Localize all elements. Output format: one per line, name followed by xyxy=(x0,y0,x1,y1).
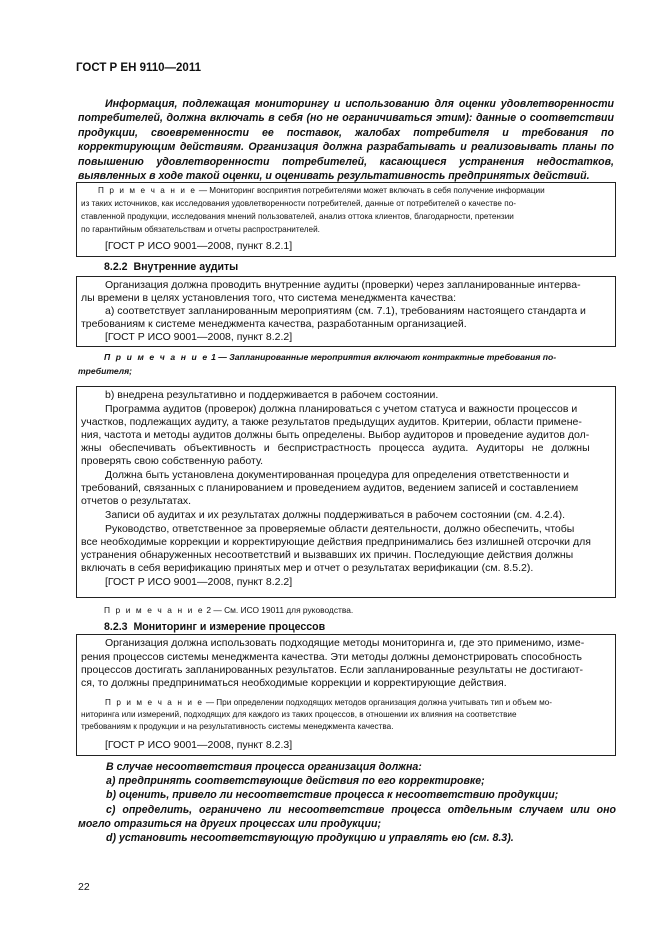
box-line: участков, подлежащих аудиту, а также результатов предыдущих аудитов. Критерии, области примене- xyxy=(81,416,582,428)
box-line: отчетов о результатах. xyxy=(81,495,192,507)
italic-note-1 xyxy=(104,352,556,362)
note-line: из таких источников, как исследования удовлетворенности потребителей, данные от потребителей о качестве по- xyxy=(81,199,516,208)
box-line: включать в себя верификацию принятых мер и отчет о результатах верификации (см. 8.5.2). xyxy=(81,562,534,574)
note-line: по гарантийным обязательствам и отчеты распространителей. xyxy=(81,225,320,234)
note-text: 2 — См. ИСО 19011 для руководства. xyxy=(204,605,354,615)
note-2 xyxy=(104,604,353,616)
box-line: Руководство, ответственное за проверяемые области деятельности, должно обеспечить, чтобы xyxy=(105,523,575,535)
italic-note-1-cont: требителя; xyxy=(78,366,133,376)
note-label: П р и м е ч а н и е xyxy=(104,352,209,362)
box-line: Программа аудитов (проверок) должна планироваться с учетом статуса и важности процессов и xyxy=(105,403,578,415)
section-number: 8.2.3 xyxy=(104,621,128,633)
list-item: c) определить, ограничено ли несоответствие процесса отдельным случаем или оно xyxy=(106,803,616,816)
box-line: требованиям к системе менеджмента качества, разработанным организацией. xyxy=(81,318,467,330)
quote-box-8-2-2-cont xyxy=(76,386,616,598)
note-line: требованиям к продукции и на результативность системы менеджмента качества. xyxy=(81,722,394,731)
box-line: лы времени в целях установления того, что система менеджмента качества: xyxy=(81,292,457,304)
box-line: Организация должна проводить внутренние аудиты (проверки) через запланированные интерва- xyxy=(105,279,581,291)
note-label: П р и м е ч а н и е xyxy=(98,186,197,195)
section-number: 8.2.2 xyxy=(104,261,128,273)
intro-text: Информация, подлежащая мониторингу и использованию для оценки удовлетворенности потребителей, должна включать в себя (но не ограничиваться этим): данные о соответствии продукции, своевременности ее поставок, жалобах потребителя и требования по корректирующим действиям. Организация должна разрабатывать и реализовывать планы по повышению удовлетворенности потребителей, касающиеся устранения недостатков, выявленных в ходе такой оценки, и оценивать результативность предпринятых действий. xyxy=(78,98,614,183)
box-line: жны обеспечивать объективность и беспристрастность процесса аудита. Аудиторы не должны xyxy=(81,442,590,454)
box-line: а) соответствует запланированным мероприятиям (см. 7.1), требованиям настоящего стандарта и xyxy=(105,305,586,317)
note-line xyxy=(98,185,545,197)
list-item-cont: могло отразиться на других процессах или продукции; xyxy=(78,817,381,830)
box-line: ния, частота и методы аудитов должны быть определены. Выбор аудиторов и проведение аудитов дол- xyxy=(81,429,590,441)
quote-box-8-2-3 xyxy=(76,634,616,756)
section-title: Мониторинг и измерение процессов xyxy=(133,621,326,633)
section-heading-8-2-2 xyxy=(104,261,238,273)
document-header: ГОСТ Р ЕН 9110—2011 xyxy=(76,62,201,74)
box-line: Записи об аудитах и их результатах должны поддерживаться в рабочем состоянии (см. 4.2.4). xyxy=(105,509,566,521)
box-line: рения процессов системы менеджмента качества. Эти методы должны демонстрировать способность xyxy=(81,651,583,663)
list-intro: В случае несоответствия процесса организация должна: xyxy=(106,761,422,773)
box-line: все необходимые коррекции и корректирующие действия предпринимались без излишней отсрочки для xyxy=(81,536,591,548)
section-title: Внутренние аудиты xyxy=(133,261,239,273)
reference: [ГОСТ Р ИСО 9001—2008, пункт 8.2.2] xyxy=(105,576,293,588)
box-line: b) внедрена результативно и поддерживается в рабочем состоянии. xyxy=(105,389,439,401)
note-text: — При определении подходящих методов организация должна учитывать тип и объем мо- xyxy=(203,698,552,707)
list-item: a) предпринять соответствующие действия по его корректировке; xyxy=(106,775,485,788)
list-item: d) установить несоответствующую продукцию и управлять ею (см. 8.3). xyxy=(106,832,514,845)
note-label: П р и м е ч а н и е xyxy=(104,605,205,615)
note-line: ниторинга или измерений, подходящих для каждого из таких процессов, в отношении их влияния на соответствие xyxy=(81,710,517,719)
box-line: устранения обнаруженных несоответствий и вызвавших их причин. Последующие действия должны xyxy=(81,549,574,561)
note-line xyxy=(105,697,552,709)
reference: [ГОСТ Р ИСО 9001—2008, пункт 8.2.1] xyxy=(105,240,293,252)
list-item: b) оценить, привело ли несоответствие процесса к несоответствию продукции; xyxy=(106,789,559,802)
box-line: Должна быть установлена документированная процедура для определения ответственности и xyxy=(105,469,570,481)
note-text: 1 — Запланированные мероприятия включают контрактные требования по- xyxy=(208,352,557,362)
page-number: 22 xyxy=(78,881,90,893)
nonconformity-list xyxy=(78,760,618,845)
section-heading-8-2-3 xyxy=(104,621,325,633)
box-line: ся, то должны предприниматься необходимые коррекции и корректирующие действия. xyxy=(81,677,507,689)
box-line: Организация должна использовать подходящие методы мониторинга и, где это применимо, изме- xyxy=(105,637,585,649)
quote-box-8-2-2 xyxy=(76,276,616,347)
note-text: — Мониторинг восприятия потребителями может включать в себя получение информации xyxy=(196,186,545,195)
note-line: ставленной продукции, исследования мнений пользователей, анализ оттока клиентов, благодарности, претензии xyxy=(81,212,514,221)
note-label: П р и м е ч а н и е xyxy=(105,698,204,707)
intro-paragraph xyxy=(78,97,614,183)
box-line: проверять свою собственную работу. xyxy=(81,455,264,467)
reference: [ГОСТ Р ИСО 9001—2008, пункт 8.2.3] xyxy=(105,739,293,751)
box-line: требований, связанных с планированием и проведением аудитов, ведением записей и составлением xyxy=(81,482,579,494)
reference: [ГОСТ Р ИСО 9001—2008, пункт 8.2.2] xyxy=(105,331,293,343)
quote-box-8-2-1 xyxy=(76,182,616,257)
box-line: процессов достигать запланированных результатов. Если запланированные результаты не достигают- xyxy=(81,664,584,676)
